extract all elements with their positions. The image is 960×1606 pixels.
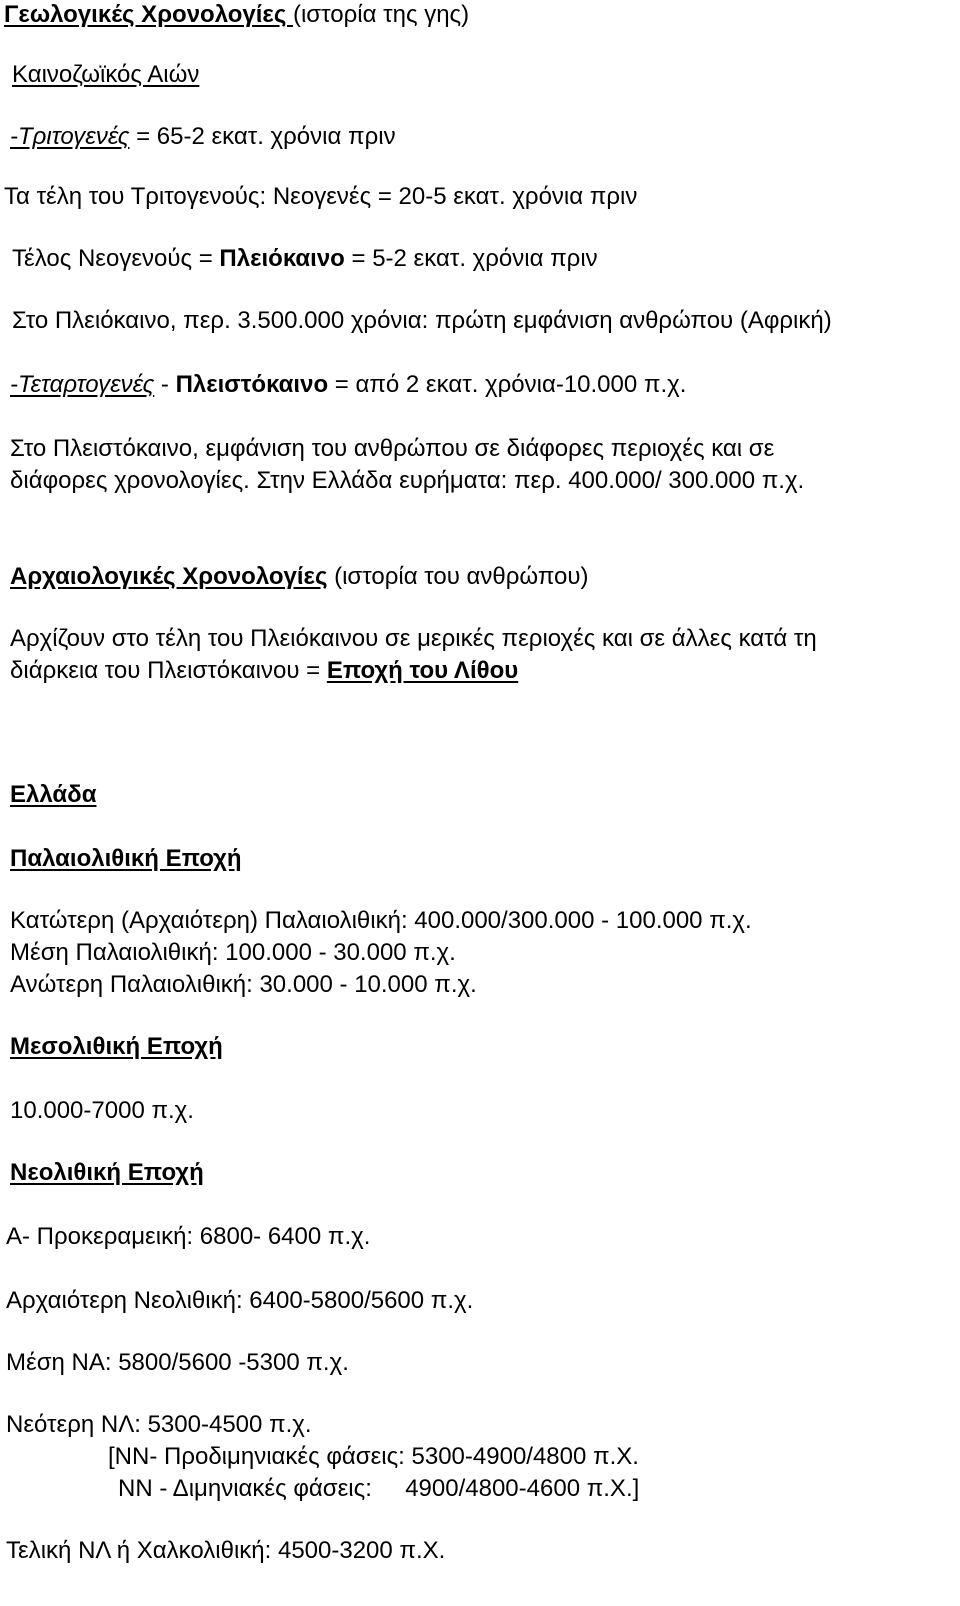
tertiary-line [10, 122, 396, 152]
paleolithic-upper: Ανώτερη Παλαιολιθική: 30.000 - 10.000 π.χ. [10, 971, 477, 998]
quaternary-rest: = από 2 εκατ. χρόνια-10.000 π.χ. [328, 371, 687, 398]
geo-subtitle: (ιστορία της γης) [292, 1, 470, 28]
neolithic-late-sub-1: [ΝΝ- Προδιμηνιακές φάσεις: 5300-4900/4800 π.Χ. [108, 1443, 639, 1470]
neolithic-final: Τελική ΝΛ ή Χαλκολιθική: 4500-3200 π.Χ. [6, 1537, 446, 1564]
neolithic-middle: Μέση ΝΑ: 5800/5600 -5300 π.χ. [6, 1349, 349, 1376]
mesolithic-heading: Μεσολιθική Εποχή [10, 1033, 223, 1060]
arch-heading [10, 562, 589, 592]
arch-line-2-text: διάρκεια του Πλειστόκαινου = [10, 657, 327, 684]
quaternary-term: -Τεταρτογενές [10, 371, 155, 398]
pliocene-term: Πλειόκαινο [219, 245, 345, 272]
neogene-line: Τα τέλη του Τριτογενούς: Νεογενές = 20-5 εκατ. χρόνια πριν [4, 183, 638, 210]
neolithic-late: Νεότερη ΝΛ: 5300-4500 π.χ. [6, 1411, 312, 1438]
neolithic-early: Αρχαιότερη Νεολιθική: 6400-5800/5600 π.χ. [6, 1287, 474, 1314]
paleolithic-heading: Παλαιολιθική Εποχή [10, 845, 242, 872]
pleistocene-term: Πλειστόκαινο [175, 371, 329, 398]
geo-title: Γεωλογικές Χρονολογίες [4, 1, 293, 28]
paleolithic-lower: Κατώτερη (Αρχαιότερη) Παλαιολιθική: 400.000/300.000 - 100.000 π.χ. [10, 907, 752, 934]
mesolithic-range: 10.000-7000 π.χ. [10, 1097, 194, 1124]
arch-line-2 [10, 656, 518, 686]
pleistocene-line-1: Στο Πλειστόκαινο, εμφάνιση του ανθρώπου σε διάφορες περιοχές και σε [10, 435, 775, 462]
paleolithic-middle: Μέση Παλαιολιθική: 100.000 - 30.000 π.χ. [10, 939, 456, 966]
greece-heading: Ελλάδα [10, 781, 97, 808]
stone-age-term: Εποχή του Λίθου [326, 657, 519, 684]
quaternary-line [10, 370, 686, 400]
first-human-line: Στο Πλειόκαινο, περ. 3.500.000 χρόνια: πρώτη εμφάνιση ανθρώπου (Αφρική) [12, 307, 832, 334]
eon-label: Καινοζωϊκός Αιών [12, 61, 200, 88]
neolithic-late-sub-2: ΝΝ - Διμηνιακές φάσεις: 4900/4800-4600 π.Χ.] [118, 1475, 640, 1502]
pliocene-line [12, 244, 598, 274]
arch-subtitle: (ιστορία του ανθρώπου) [327, 563, 589, 590]
quaternary-mid: - [154, 371, 176, 398]
geo-heading [4, 0, 469, 30]
neolithic-heading: Νεολιθική Εποχή [10, 1159, 204, 1186]
pliocene-post: = 5-2 εκατ. χρόνια πριν [344, 245, 598, 272]
arch-title: Αρχαιολογικές Χρονολογίες [10, 563, 328, 590]
tertiary-rest: = 65-2 εκατ. χρόνια πριν [129, 123, 396, 150]
neolithic-aceramic: Α- Προκεραμεική: 6800- 6400 π.χ. [6, 1223, 371, 1250]
pleistocene-line-2: διάφορες χρονολογίες. Στην Ελλάδα ευρήματα: περ. 400.000/ 300.000 π.χ. [10, 467, 805, 494]
pliocene-pre: Τέλος Νεογενούς = [12, 245, 220, 272]
tertiary-term: -Τριτογενές [10, 123, 130, 150]
arch-line-1: Αρχίζουν στο τέλη του Πλειόκαινου σε μερικές περιοχές και σε άλλες κατά τη [10, 625, 817, 652]
